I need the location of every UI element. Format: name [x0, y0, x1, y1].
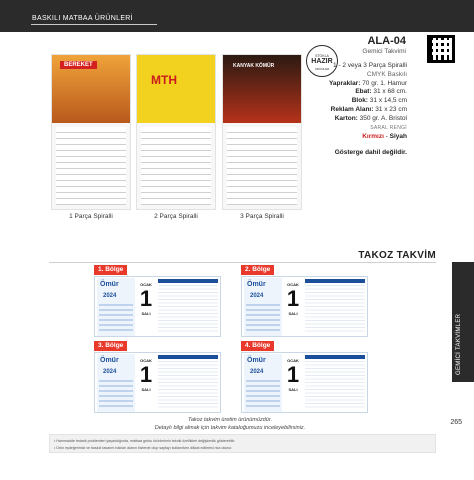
calendar-photo-3 — [222, 54, 302, 210]
calendar-photo-2 — [136, 54, 216, 210]
takoz-note-1: Takoz takvim üretim ürünümüzdür. — [188, 417, 272, 423]
calendar-photo-1 — [51, 54, 131, 210]
omur-logo: Ömür 2024 — [244, 278, 282, 336]
region-label-1: 1. Bölge — [94, 265, 127, 275]
prayer-times-table — [305, 279, 365, 334]
spec-row: Ebat: 31 x 68 cm. — [355, 88, 407, 96]
footer-line-1: • Hammadde tedarik problemleri yaşandığında, matbaa grubu ürünlerimin teknik özellikleri değişkenlik gösterebilir. — [54, 439, 236, 443]
saral-color-value: Kırmızı - Siyah — [362, 133, 407, 140]
calendar-3-caption: 3 Parça Spiralli — [240, 213, 284, 220]
badge-bottom-text: ÜRÜNLER — [314, 67, 330, 71]
region-label-3: 3. Bölge — [94, 341, 127, 351]
day-block: OCAK 1 SALI — [286, 282, 300, 316]
takoz-calendar-region-4 — [241, 352, 368, 413]
side-tab-label: GEMİCİ TAKVİMLER — [456, 313, 462, 375]
omur-logo: Ömür 2024 — [97, 278, 135, 336]
saral-color-label: SARAL RENGİ — [370, 125, 407, 131]
spec-row: Reklam Alanı: 31 x 23 cm — [330, 105, 407, 113]
section-title: TAKOZ TAKVİM — [358, 250, 436, 261]
prayer-times-table — [158, 355, 218, 410]
section-divider — [49, 262, 436, 263]
takoz-calendar-region-3 — [94, 352, 221, 413]
day-block: OCAK 1 SALI — [139, 282, 153, 316]
footer-disclaimer — [49, 434, 436, 453]
region-label-2: 2. Bölge — [241, 265, 274, 275]
side-category-tab — [452, 262, 474, 382]
footer-line-2: • Ürün eşdeğerimizi ve baskılı tasarım hakları alanın bizlerde olup sayfayı kullanırken dikkat edilmesi rica olunur. — [54, 446, 233, 450]
product-specs — [322, 62, 407, 124]
display-not-included-note: Gösterge dahil değildir. — [334, 149, 407, 156]
prayer-times-table — [305, 355, 365, 410]
color-black: Siyah — [389, 133, 407, 140]
calendar-3-grid — [227, 127, 297, 205]
calendar-2-brand: MTH — [151, 73, 177, 87]
day-block: OCAK 1 SALI — [139, 358, 153, 392]
omur-logo: Ömür 2024 — [97, 354, 135, 412]
spec-row: Karton: 350 gr. A. Bristol — [334, 114, 407, 122]
badge-main-text: HAZIR — [311, 58, 333, 65]
calendar-1-grid — [56, 127, 126, 205]
product-subtitle: Gemici Takvimi — [362, 48, 406, 55]
qr-code-icon[interactable] — [427, 35, 455, 63]
omur-logo: Ömür 2024 — [244, 354, 282, 412]
spec-row: CMYK Baskılı — [366, 70, 407, 78]
color-red: Kırmızı — [362, 133, 384, 140]
product-code: ALA-04 — [367, 35, 406, 47]
takoz-calendar-region-2 — [241, 276, 368, 337]
calendar-1-brand: BEREKET — [60, 61, 97, 69]
takoz-calendar-region-1 — [94, 276, 221, 337]
prayer-times-table — [158, 279, 218, 334]
takoz-note-2: Detaylı bilgi almak için takvim kataloğumuzu inceleyebilirsiniz. — [154, 425, 306, 431]
calendar-2-caption: 2 Parça Spiralli — [154, 213, 198, 220]
top-header-bar — [0, 0, 474, 32]
header-underline — [31, 24, 157, 25]
page-number: 265 — [450, 419, 462, 426]
region-label-4: 4. Bölge — [241, 341, 274, 351]
calendar-2-grid — [141, 127, 211, 205]
spec-row: Yapraklar: 70 gr. 1. Hamur — [328, 79, 407, 87]
calendar-1-caption: 1 Parça Spiralli — [69, 213, 113, 220]
spec-row: Blok: 31 x 14,5 cm — [351, 97, 407, 105]
spec-row: 1 - 2 veya 3 Parça Spiralli — [332, 62, 407, 69]
day-block: OCAK 1 SALI — [286, 358, 300, 392]
calendar-3-brand: KANYAK KÖMÜR — [233, 63, 275, 69]
badge-top-text: STOKLA — [315, 54, 329, 58]
header-title: BASKILI MATBAA ÜRÜNLERİ — [32, 15, 133, 22]
